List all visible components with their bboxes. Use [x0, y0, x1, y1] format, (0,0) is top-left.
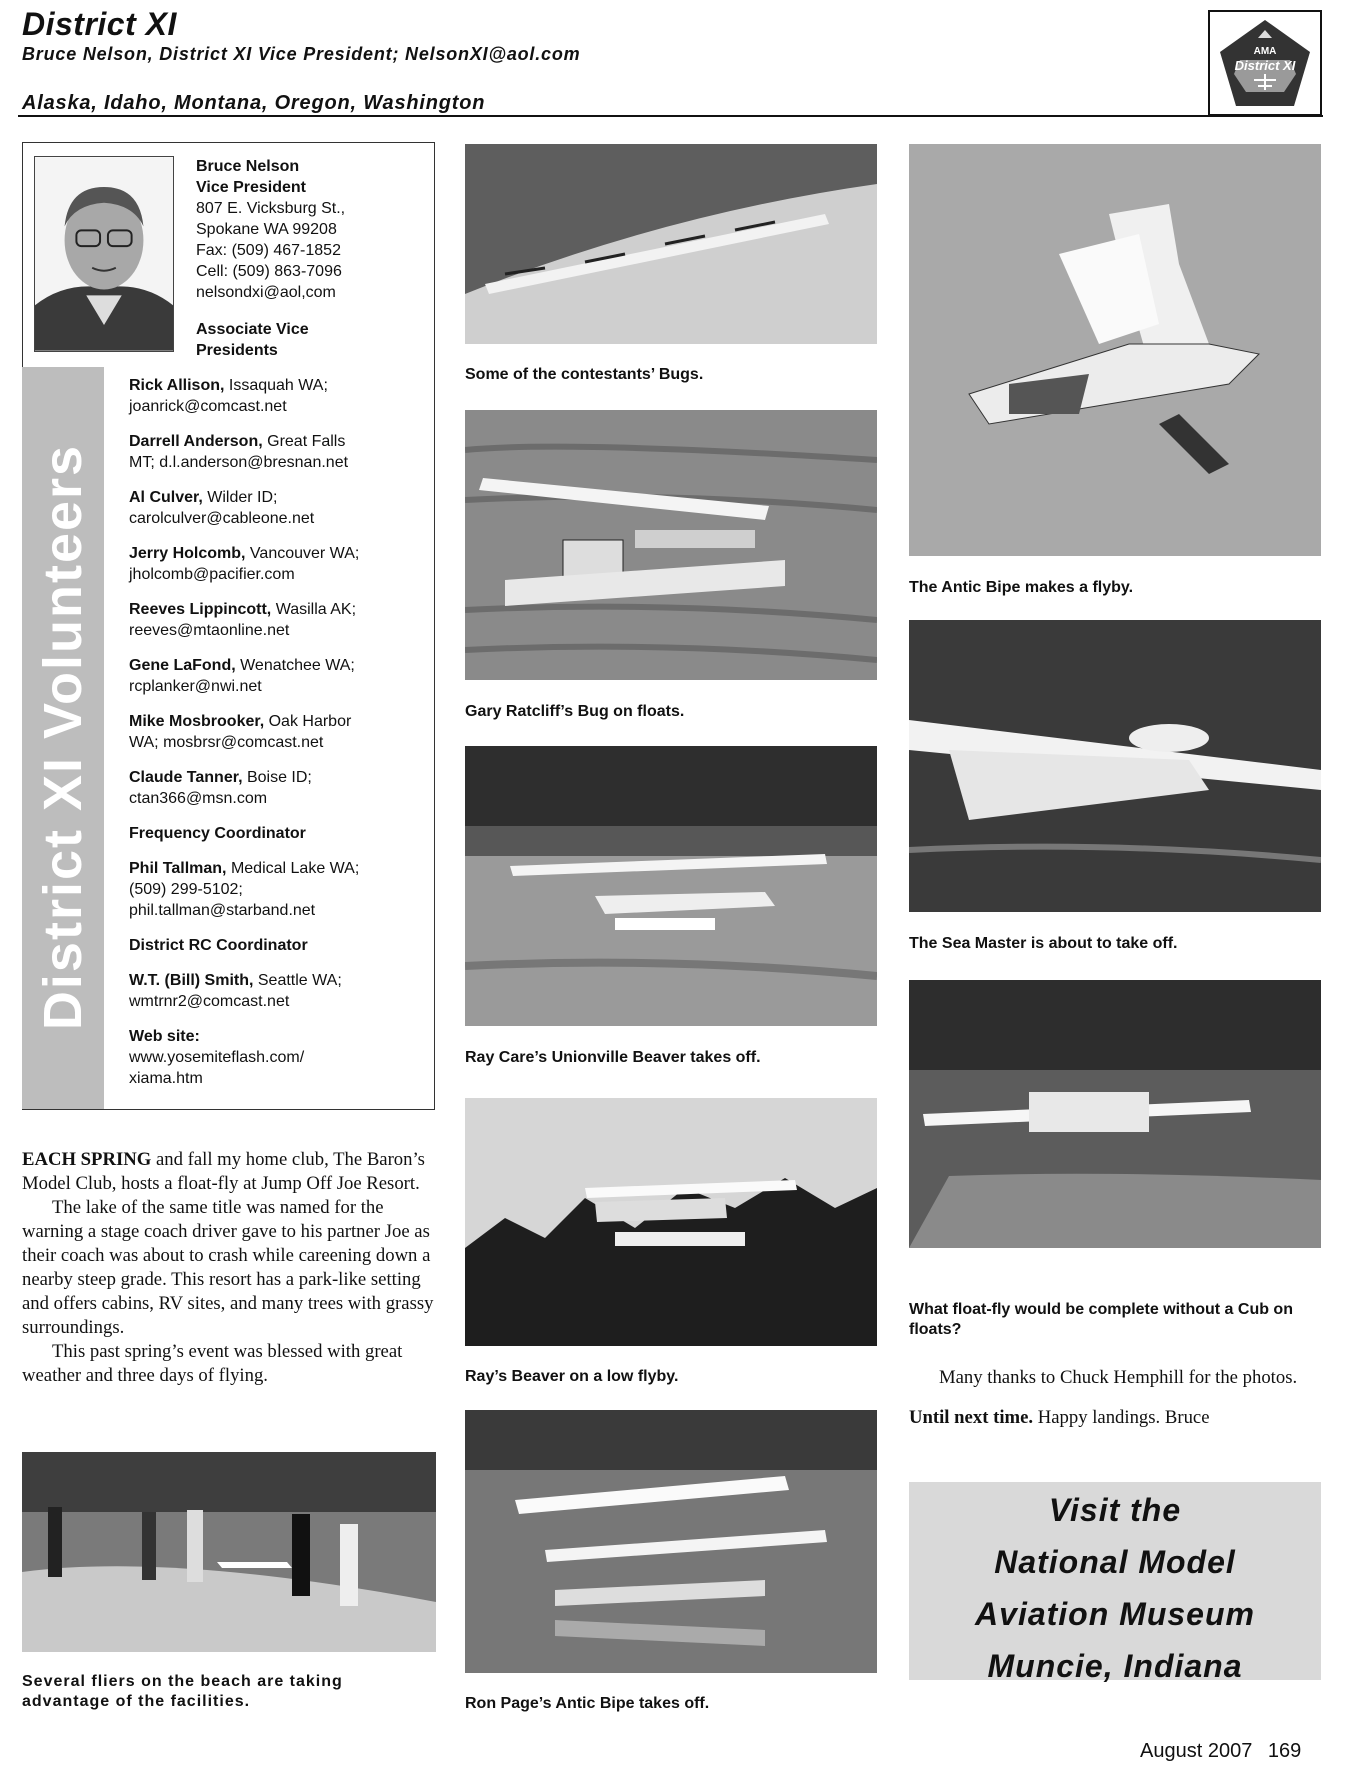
- vp-fax: Fax: (509) 467-1852: [196, 242, 341, 259]
- rc-heading: District RC Coordinator: [129, 937, 308, 954]
- vp-address1: 807 E. Vicksburg St.,: [196, 200, 346, 217]
- avp-entry: Jerry Holcomb, Vancouver WA; jholcomb@pacifier.com: [129, 545, 360, 583]
- vp-email: nelsondxi@aol,com: [196, 284, 336, 301]
- caption-bugs: Some of the contestants’ Bugs.: [465, 366, 704, 383]
- beaver-photo: [465, 746, 877, 1026]
- freq-entry: Phil Tallman, Medical Lake WA; (509) 299-5102; phil.tallman@starband.net: [129, 860, 360, 919]
- vp-title: Vice President: [196, 179, 306, 196]
- caption-antic-flyby: The Antic Bipe makes a flyby.: [909, 579, 1134, 596]
- museum-ad[interactable]: [909, 1482, 1321, 1684]
- page-footer: [1140, 1740, 1301, 1763]
- article-paragraph: This past spring’s event was blessed with great weather and three days of flying.: [22, 1341, 403, 1386]
- avp-heading: [196, 319, 309, 361]
- caption-bug-floats: Gary Ratcliff’s Bug on floats.: [465, 703, 685, 720]
- footer-date: August 2007: [1140, 1740, 1253, 1762]
- article-lead: EACH SPRING: [22, 1149, 152, 1170]
- avp-entry: Mike Mosbrooker, Oak Harbor WA; mosbrsr@comcast.net: [129, 713, 352, 751]
- logo-ama-text: AMA: [1253, 46, 1277, 57]
- vp-address2: Spokane WA 99208: [196, 221, 337, 238]
- volunteers-sidebar: [22, 367, 104, 1109]
- bugs-photo: [465, 144, 877, 344]
- vp-contact: [196, 156, 345, 303]
- article-body: EACH SPRING and fall my home club, The Baron’s Model Club, hosts a float-fly at Jump Off Joe Resort. The lake of the same title was named for the warning a stage coach driver gave to his partner Joe as their coach was about to crash while careening down a nearby steep grade. This resort has a park-like setting and offers cabins, RV sites, and many trees with grassy surroundings. This past spring’s event was blessed with great weather and three days of flying.: [22, 1148, 436, 1388]
- page-number: 169: [1267, 1740, 1302, 1762]
- district-title: District XI: [22, 6, 177, 42]
- museum-line3: Aviation Museum: [975, 1596, 1255, 1632]
- avp-entry: Al Culver, Wilder ID; carolculver@cableone.net: [129, 489, 315, 527]
- district-logo: [1208, 10, 1322, 116]
- vp-portrait: [34, 156, 174, 352]
- caption-beaver: Ray Care’s Unionville Beaver takes off.: [465, 1049, 761, 1066]
- caption-antic-takeoff: Ron Page’s Antic Bipe takes off.: [465, 1695, 710, 1712]
- avp-entry: Darrell Anderson, Great Falls MT; d.l.anderson@bresnan.net: [129, 433, 349, 471]
- museum-line1: Visit the: [1048, 1492, 1182, 1528]
- cub-photo: [909, 980, 1321, 1248]
- avp-entry: Rick Allison, Issaquah WA; joanrick@comcast.net: [129, 377, 328, 415]
- volunteers-sidebar-label: District XI Volunteers: [33, 443, 93, 1031]
- district-subtitle: Bruce Nelson, District XI Vice President; NelsonXI@aol.com: [22, 44, 581, 64]
- avp-entry: Gene LaFond, Wenatchee WA; rcplanker@nwi.net: [129, 657, 355, 695]
- avp-heading-line1: Associate Vice: [196, 321, 309, 338]
- header-rule: [18, 115, 1323, 117]
- vp-cell: Cell: (509) 863-7096: [196, 263, 342, 280]
- beach-photo: [22, 1452, 436, 1652]
- freq-heading: Frequency Coordinator: [129, 825, 306, 842]
- museum-line4: Muncie, Indiana: [987, 1648, 1243, 1684]
- rc-entry: W.T. (Bill) Smith, Seattle WA; wmtrnr2@comcast.net: [129, 972, 342, 1010]
- avp-entry: Reeves Lippincott, Wasilla AK; reeves@mtaonline.net: [129, 601, 357, 639]
- district-states: Alaska, Idaho, Montana, Oregon, Washington: [22, 92, 486, 114]
- volunteer-list: [129, 375, 419, 1089]
- caption-beaver-low: Ray’s Beaver on a low flyby.: [465, 1368, 679, 1385]
- caption-seamaster: The Sea Master is about to take off.: [909, 935, 1178, 952]
- signoff: Until next time. Happy landings. Bruce: [909, 1407, 1210, 1428]
- beaver-low-photo: [465, 1098, 877, 1346]
- museum-line2: National Model: [994, 1544, 1236, 1580]
- seamaster-photo: [909, 620, 1321, 912]
- logo-district-text: District XI: [1234, 58, 1296, 73]
- vp-name: Bruce Nelson: [196, 158, 300, 175]
- avp-heading-line2: Presidents: [196, 342, 278, 359]
- antic-flyby-photo: [909, 144, 1321, 556]
- article-paragraph: The lake of the same title was named for the warning a stage coach driver gave to his partner Joe as their coach was about to crash while careening down a nearby steep grade. This resort has a park-like setting and offers cabins, RV sites, and many trees with grassy surroundings.: [22, 1197, 434, 1338]
- caption-beach: Several fliers on the beach are taking advantage of the facilities.: [22, 1673, 343, 1710]
- caption-cub: What float-fly would be complete without a Cub on floats?: [909, 1301, 1293, 1338]
- antic-takeoff-photo: [465, 1410, 877, 1673]
- thanks-paragraph: Many thanks to Chuck Hemphill for the photos.: [939, 1367, 1298, 1388]
- web-entry: Web site: www.yosemiteflash.com/ xiama.htm: [129, 1028, 305, 1087]
- closing-text: [909, 1366, 1319, 1430]
- avp-entry: Claude Tanner, Boise ID; ctan366@msn.com: [129, 769, 312, 807]
- bug-floats-photo: [465, 410, 877, 680]
- web-link[interactable]: www.yosemiteflash.com/: [129, 1049, 305, 1066]
